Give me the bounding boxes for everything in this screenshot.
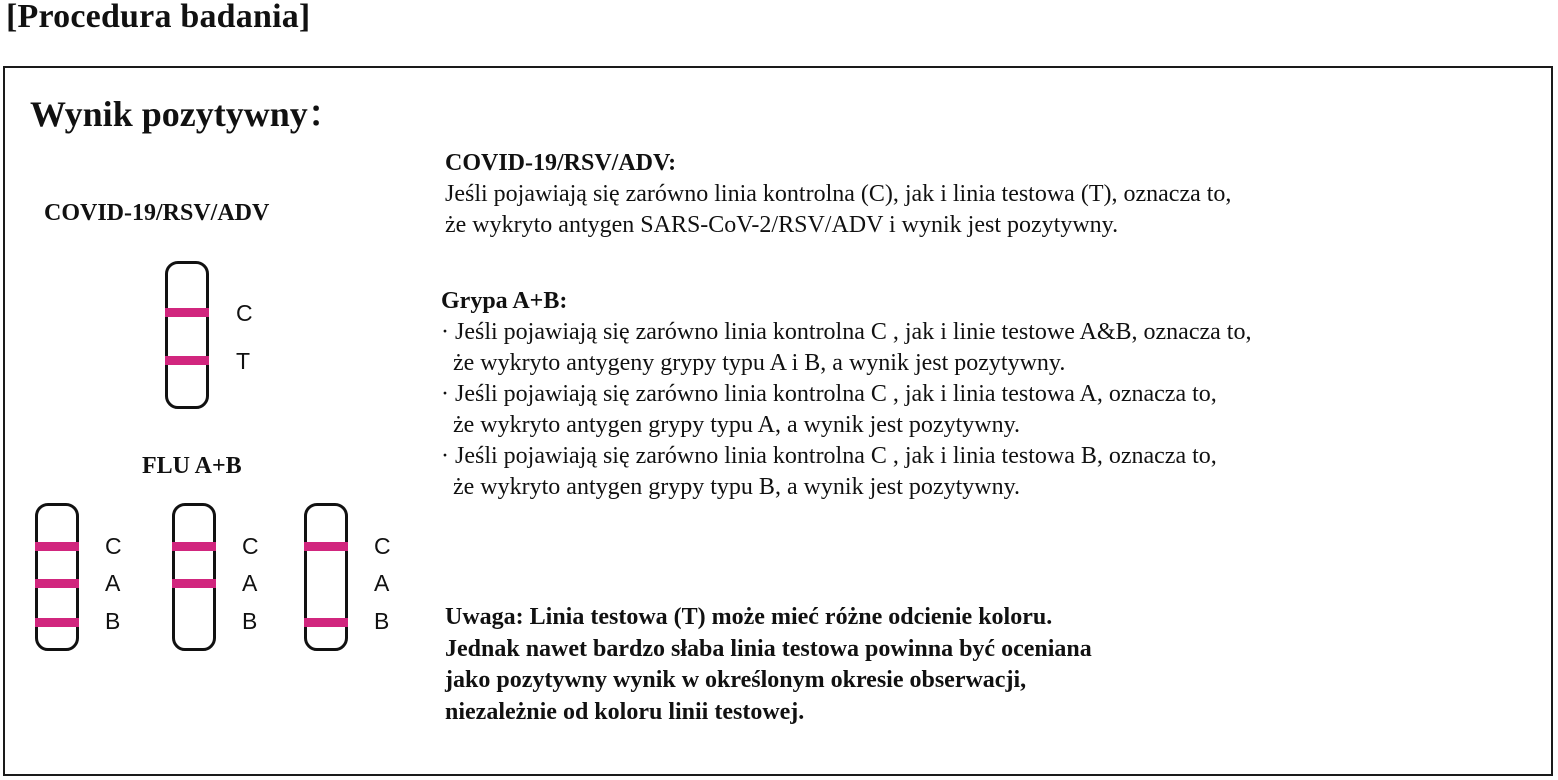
flu-ab-letter-c: C [105,533,122,559]
note-line: Uwaga: Linia testowa (T) może mieć różne odcienie koloru. [445,604,1053,630]
result-heading: Wynik pozytywny： [30,94,344,134]
flu-ab-letter-b: B [105,608,121,634]
flu-strip-b [304,503,348,651]
covid-test-strip [165,261,209,409]
covid-explanation-line: że wykryto antygen SARS-CoV-2/RSV/ADV i wynik jest pozytywny. [445,212,1119,238]
covid-explanation-heading: COVID-19/RSV/ADV: [445,150,677,176]
covid-explanation-line: Jeśli pojawiają się zarówno linia kontrolna (C), jak i linia testowa (T), oznacza to, [445,181,1232,207]
flu-strip-a [172,503,216,651]
flu-b-letter-c: C [374,533,391,559]
note-line: jako pozytywny wynik w określonym okresie obserwacji, [445,667,1027,693]
flu-b-control-line [304,542,348,551]
page-title: [Procedura badania] [6,0,311,35]
flu-bullet-line: · Jeśli pojawiają się zarówno linia kontrolna C , jak i linie testowe A&B, oznacza to, [441,319,1252,345]
flu-b-b-line [304,618,348,627]
flu-a-a-line [172,579,216,588]
note-block [445,602,1092,728]
flu-ab-b-line [35,618,79,627]
covid-test-line [165,356,209,365]
flu-ab-letter-a: A [105,570,121,596]
flu-ab-control-line [35,542,79,551]
flu-a-letter-b: B [242,608,258,634]
flu-b-letter-b: B [374,608,390,634]
flu-bullet-line: że wykryto antygen grypy typu B, a wynik jest pozytywny. [441,474,1021,500]
note-line: Jednak nawet bardzo słaba linia testowa powinna być oceniana [445,635,1092,662]
covid-letter-t: T [236,348,251,374]
flu-a-control-line [172,542,216,551]
flu-a-letter-a: A [242,570,258,596]
flu-ab-a-line [35,579,79,588]
flu-strip-label: FLU A+B [142,453,242,479]
covid-control-line [165,308,209,317]
flu-explanation [441,286,1251,503]
covid-explanation [445,148,1231,241]
flu-a-letter-c: C [242,533,259,559]
covid-strip-label: COVID-19/RSV/ADV [44,200,270,226]
flu-b-letter-a: A [374,570,390,596]
flu-bullet-line: · Jeśli pojawiają się zarówno linia kontrolna C , jak i linia testowa A, oznacza to, [441,381,1217,407]
covid-letter-c: C [236,300,253,326]
flu-bullet-line: · Jeśli pojawiają się zarówno linia kontrolna C , jak i linia testowa B, oznacza to, [441,443,1217,469]
flu-strip-ab [35,503,79,651]
flu-explanation-heading: Grypa A+B: [441,288,568,314]
flu-bullet-line: że wykryto antygen grypy typu A, a wynik jest pozytywny. [441,412,1021,438]
flu-bullet-line: że wykryto antygeny grypy typu A i B, a wynik jest pozytywny. [441,350,1066,376]
note-line: niezależnie od koloru linii testowej. [445,698,805,725]
